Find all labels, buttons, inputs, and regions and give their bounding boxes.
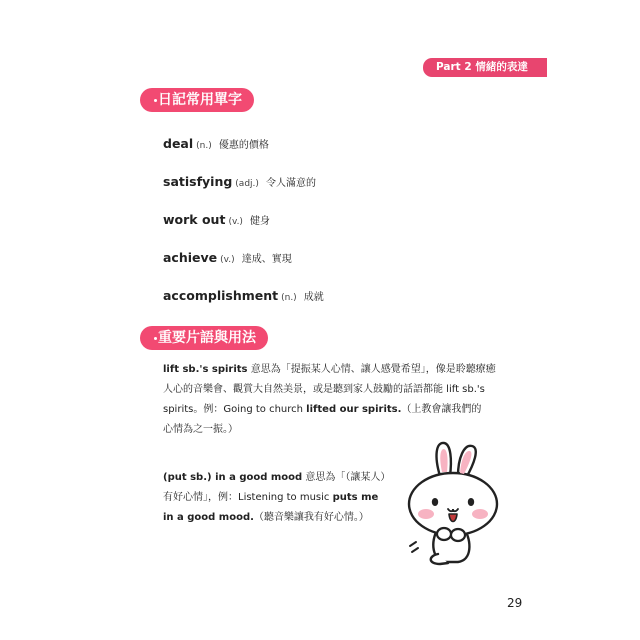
vocab-pos: (adj.)	[235, 179, 259, 189]
paragraph-line	[163, 468, 390, 488]
part-tab: Part 2 情緒的表達	[423, 58, 547, 77]
paragraph-line	[163, 380, 496, 400]
paragraph-text: 心情為之一振。）	[163, 424, 238, 435]
page-number: 29	[507, 596, 523, 610]
paragraph-text: （上教會讓我們的	[401, 404, 482, 415]
example-bold: in a good mood.	[163, 512, 254, 523]
phrase-section-header	[140, 326, 268, 350]
vocab-item	[163, 133, 269, 152]
paragraph-line	[163, 508, 390, 528]
paragraph-text: 有好心情」，例：Listening to music	[163, 492, 333, 503]
paragraph-text: 意思為「提振某人心情、讓人感覺希望」，像是聆聽療癒	[247, 364, 496, 375]
paragraph-text: 人心的音樂會、觀賞大自然美景，或是聽到家人鼓勵的話語都能 lift sb.'s	[163, 384, 485, 395]
phrase-term: lift sb.'s spirits	[163, 364, 248, 375]
vocab-definition: 健身	[250, 216, 271, 227]
vocab-pos: (n.)	[281, 293, 297, 303]
vocab-word: satisfying	[163, 174, 233, 189]
vocab-word: work out	[163, 212, 226, 227]
vocab-item	[163, 171, 316, 190]
example-bold: puts me	[332, 492, 379, 503]
paragraph-text: spirits。例：Going to church	[163, 404, 307, 415]
vocab-word: accomplishment	[163, 288, 279, 303]
paragraph-line	[163, 420, 496, 440]
header-dot	[154, 337, 157, 340]
vocab-pos: (v.)	[228, 217, 243, 227]
phrase-term: (put sb.) in a good mood	[163, 472, 303, 483]
vocab-section-title: 日記常用單字	[158, 92, 242, 108]
bunny-illustration	[398, 438, 508, 568]
paragraph-line	[163, 360, 496, 380]
vocab-word: deal	[163, 136, 194, 151]
vocab-item	[163, 247, 292, 266]
paragraph-line	[163, 400, 496, 420]
paragraph-line	[163, 488, 390, 508]
phrase-paragraph-2	[163, 468, 390, 528]
vocab-word: achieve	[163, 250, 218, 265]
phrase-section-title: 重要片語與用法	[158, 330, 256, 346]
vocab-item	[163, 285, 324, 304]
phrase-paragraph-1	[163, 360, 496, 440]
header-dot	[154, 99, 157, 102]
example-bold: lifted our spirits.	[306, 404, 402, 415]
vocab-definition: 成就	[303, 292, 324, 303]
vocab-pos: (v.)	[220, 255, 235, 265]
vocab-section-header	[140, 88, 254, 112]
paragraph-text: （聽音樂讓我有好心情。）	[253, 512, 369, 523]
vocab-definition: 優惠的價格	[218, 140, 269, 151]
paragraph-text: 意思為「（讓某人）	[302, 472, 391, 483]
vocab-pos: (n.)	[196, 141, 212, 151]
vocab-item	[163, 209, 270, 228]
vocab-definition: 達成、實現	[241, 254, 292, 265]
vocab-definition: 令人滿意的	[266, 178, 317, 189]
